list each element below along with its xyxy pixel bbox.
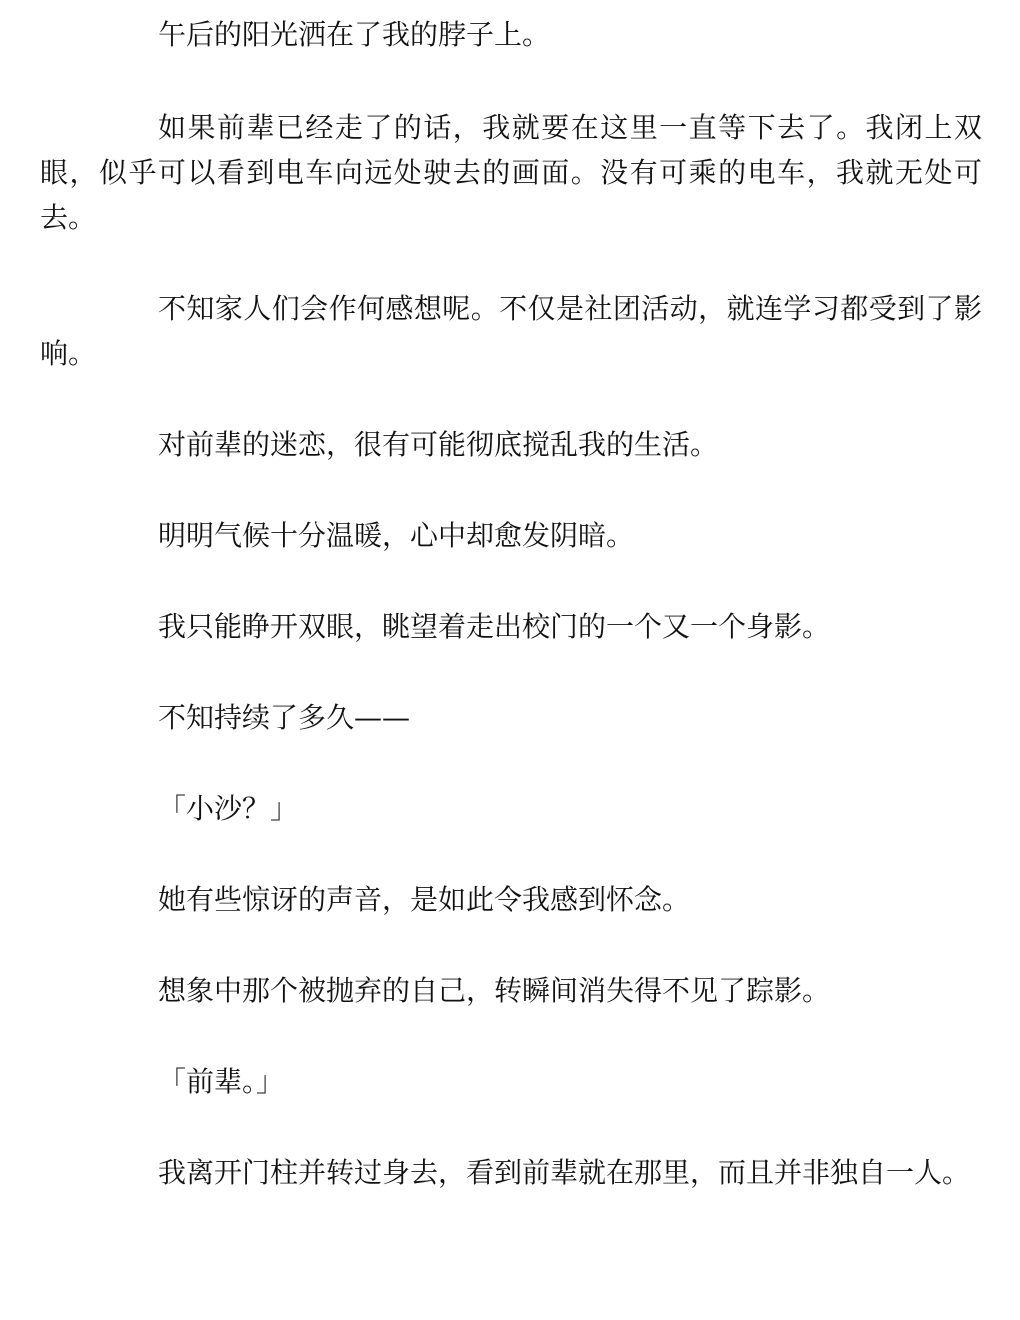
paragraph: 明明气候十分温暖，心中却愈发阴暗。 bbox=[158, 519, 635, 552]
dialogue-line: 「前辈。」 bbox=[158, 1065, 285, 1098]
paragraph: 不知持续了多久—— bbox=[158, 701, 411, 734]
paragraph: 午后的阳光洒在了我的脖子上。 bbox=[158, 18, 551, 51]
paragraph: 如果前辈已经走了的话，我就要在这里一直等下去了。我闭上双眼，似乎可以看到电车向远处驶去的画面。没有可乘的电车，我就无处可去。 bbox=[40, 111, 982, 234]
dialogue-line: 「小沙？」 bbox=[158, 792, 299, 825]
paragraph: 不知家人们会作何感想呢。不仅是社团活动，就连学习都受到了影响。 bbox=[40, 292, 982, 370]
paragraph: 想象中那个被抛弃的自己，转瞬间消失得不见了踪影。 bbox=[158, 974, 831, 1007]
paragraph: 我离开门柱并转过身去，看到前辈就在那里，而且并非独自一人。 bbox=[158, 1156, 971, 1189]
paragraph: 对前辈的迷恋，很有可能彻底搅乱我的生活。 bbox=[158, 428, 719, 461]
paragraph: 我只能睁开双眼，眺望着走出校门的一个又一个身影。 bbox=[158, 610, 831, 643]
paragraph: 她有些惊讶的声音，是如此令我感到怀念。 bbox=[158, 883, 691, 916]
